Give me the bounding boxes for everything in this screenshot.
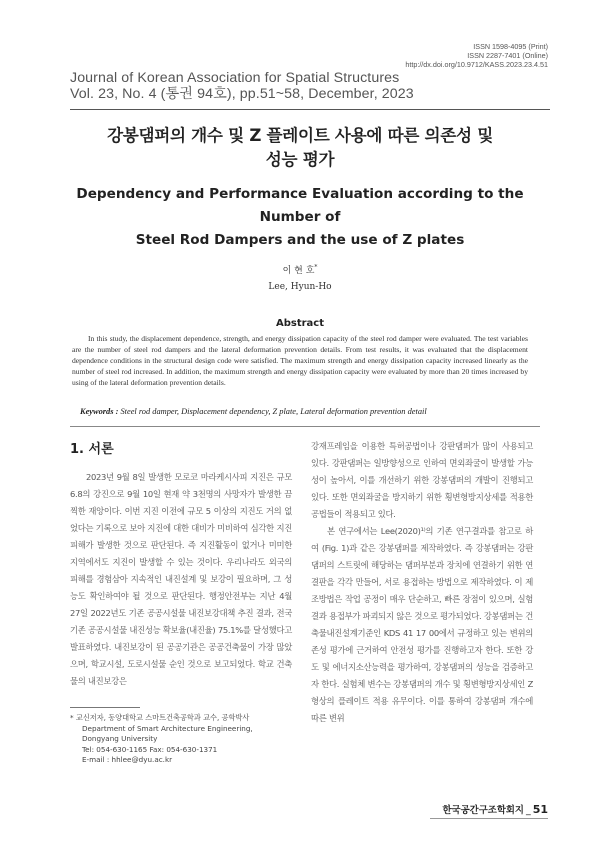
author-name-ko-text: 이 현 호	[282, 266, 315, 276]
title-english	[60, 183, 540, 252]
abstract-heading: Abstract	[275, 318, 325, 329]
left-column	[70, 438, 292, 690]
title-korean	[60, 124, 540, 172]
issn-block	[405, 42, 548, 70]
journal-header	[70, 70, 550, 102]
intro-paragraph-2: 강재프레임을 이용한 특허공법이나 강판댐퍼가 많이 사용되고 있다. 강판댐퍼는 일방향성으로 인하여 면외좌굴이 발생할 가능성이 높아서, 이를 개선하기 위한 강봉댐퍼의 개발이 진행되고 있다. 또한 면외좌굴을 방지하기 위한 횡변형방지상세를 적용한 공법들이 적용되고 있다.	[311, 441, 533, 519]
title-korean-line1: 강봉댐퍼의 개수 및 Z 플레이트 사용에 따른 의존성 및	[107, 126, 493, 145]
page-footer	[442, 802, 548, 816]
footnote-line2: Department of Smart Architecture Engineering,	[82, 723, 253, 733]
footnote-divider	[70, 707, 140, 708]
doi-link[interactable]: http://dx.doi.org/10.9712/KASS.2023.23.4.51	[405, 60, 548, 70]
title-english-line1: Dependency and Performance Evaluation according to the Number of	[76, 186, 524, 225]
footnote-line1: 교신저자, 동양대학교 스마트건축공학과 교수, 공학박사	[75, 713, 250, 722]
corresponding-author-footnote	[70, 713, 300, 766]
keywords	[80, 407, 540, 416]
title-korean-line2: 성능 평가	[265, 150, 335, 169]
issn-online: ISSN 2287-7401 (Online)	[467, 51, 548, 61]
keywords-divider	[70, 426, 540, 427]
header-divider	[70, 109, 550, 110]
page-number: 51	[532, 803, 548, 816]
intro-paragraph-3: 본 연구에서는 Lee(2020)¹⁾의 기존 연구결과를 참고로 하여 (Fig. 1)과 같은 강봉댐퍼를 제작하였다. 즉 강봉댐퍼는 강판댐퍼의 스트릿에 해당하는 댐퍼부분과 장치에 연결하기 위한 연결판을 각각 만들어, 서로 용접하는 방법으로 제작하였다. 이 제조방법은 작업 공정이 매우 단순하고, 빠른 장점이 있으며, 실험결과 용접부가 파괴되지 않은 것으로 평가되었다. 강봉댐퍼는 건축물내진설계기준인 KDS 41 17 00에서 규정하고 있는 변위의존성 평가에 근거하여 안전성 평가를 진행하고자 한다. 또한 강도 및 에너지소산능력을 평가하여, 강봉댐퍼의 성능을 검증하고자 한다. 실험체 변수는 강봉댐퍼의 개수 및 횡변형방지상세인 Z 형상의 플레이트 적용 유무이다. 이를 통하여 강봉댐퍼 개수에 따른 변위	[311, 526, 533, 723]
footnote-mark: *	[70, 713, 76, 722]
intro-paragraph-1: 2023년 9월 8일 발생한 모로코 마라케시사피 지진은 규모 6.8의 강진으로 9월 10일 현재 약 3천명의 사망자가 발생한 끔찍한 재앙이다. 이번 지진 이전에 규모 5 이상의 지진도 거의 없었다는 기록으로 보아 지진에 대한 대비가 미비하여 심각한 지진 피해가 발생한 것으로 판단된다. 즉 지진활동이 없거나 미미한 지역에서도 지진이 발생할 수 있는 것이다. 우리나라도 외국의 피해를 경험삼아 지속적인 내진설계 및 보강이 필요하며, 그 성능도 확인하여야 될 것으로 판단된다. 행정안전부는 지난 4월 27일 2022년도 기존 공공시설물 내진보강대책 추진 결과, 전국 기존 공공시설물 내진성능 확보율(내진율) 75.1%를 달성했다고 발표하였다. 내진보강이 된 공공기관은 공공건축물이 가장 많았으며, 학교시설, 도로시설물 순인 것으로 보고되었다. 학교 건축물의 내진보강은	[70, 472, 292, 686]
intro-body-right	[311, 438, 533, 727]
journal-volume: Vol. 23, No. 4 (통권 94호), pp.51~58, December, 2023	[70, 86, 414, 102]
section-heading-intro: 1. 서론	[70, 442, 114, 457]
journal-name: Journal of Korean Association for Spatial Structures	[70, 70, 400, 86]
author-name-korean	[0, 260, 600, 279]
keywords-text: Steel rod damper, Displacement dependency, Z plate, Lateral deformation prevention detail	[120, 407, 427, 416]
right-column	[311, 438, 533, 727]
footer-divider	[430, 818, 548, 819]
abstract-text: In this study, the displacement dependence, strength, and energy dissipation capacity of the steel rod damper were evaluated. The test variables are the number of steel rod dampers and the lateral deformation prevention details. From test results, it was evaluated that the displacement dependence conditions in the structural design code were satisfied. The maximum strength and energy dissipation capacity increased linearly as the number of steel rod increased. In addition, the maximum strength and energy dissipation capacity were evaluated by more than 20 times increased by using of the lateral deformation prevention details.	[72, 334, 528, 388]
author-name-english: Lee, Hyun-Ho	[268, 282, 332, 292]
author-block	[0, 260, 600, 295]
author-mark: *	[314, 264, 318, 271]
footnote-line4: Tel: 054-630-1165 Fax: 054-630-1371	[82, 744, 218, 754]
footer-journal-name: 한국공간구조학회지	[442, 805, 524, 816]
issn-print: ISSN 1598-4095 (Print)	[473, 42, 548, 51]
footnote-line5: E-mail : hhlee@dyu.ac.kr	[82, 755, 173, 765]
footnote-line3: Dongyang University	[82, 734, 158, 744]
keywords-label: Keywords :	[80, 407, 121, 416]
intro-body-left	[70, 469, 292, 690]
title-english-line2: Steel Rod Dampers and the use of Z plates	[135, 232, 465, 248]
footer-separator: _	[526, 805, 531, 816]
footnote-affiliation-ko	[70, 713, 300, 724]
